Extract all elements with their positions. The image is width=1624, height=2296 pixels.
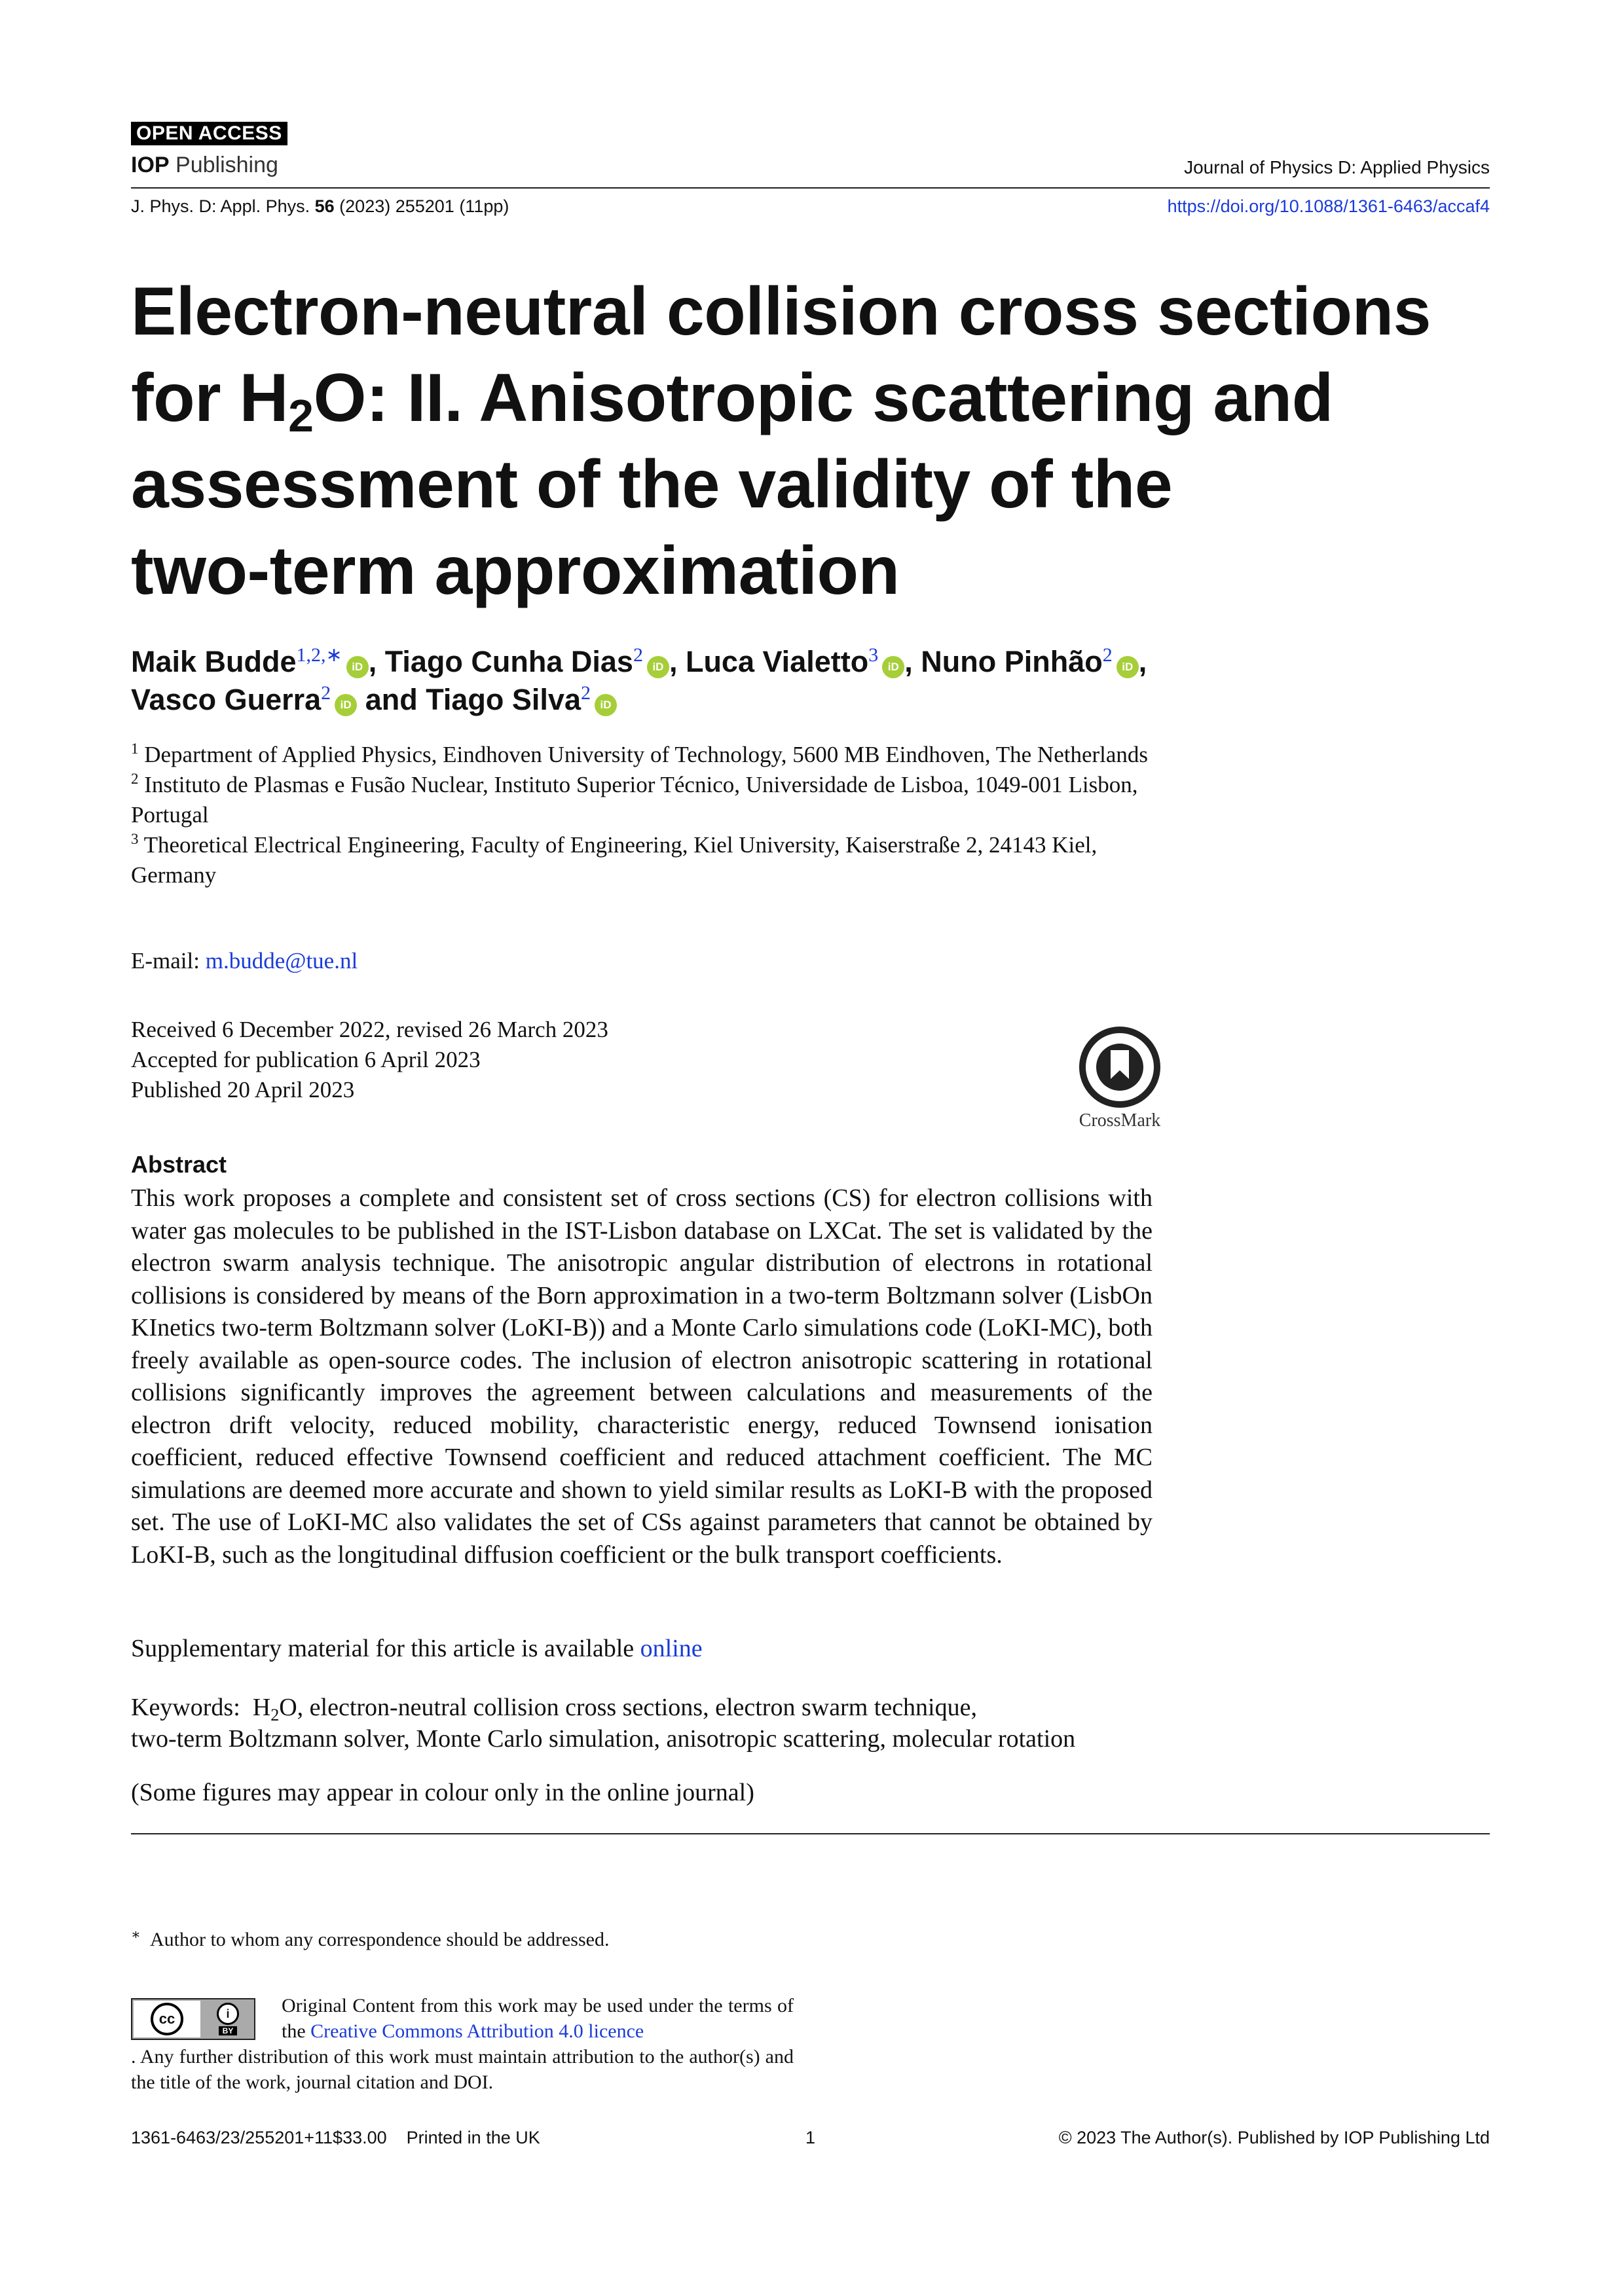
publication-dates [131,1015,608,1105]
abstract-body: This work proposes a complete and consistent set of cross sections (CS) for electron collisions with water gas molecules to be published in the IST-Lisbon database on LXCat. The set is validated by the electron swarm analysis technique. The anisotropic angular distribution of electrons in rotational collisions is considered by means of the Born approximation in a two-term Boltzmann solver (LisbOn KInetics two-term Boltzmann solver (LoKI-B)) and a Monte Carlo simulations code (LoKI-MC), both freely available as open-source codes. The inclusion of electron anisotropic scattering in rotational collisions significantly improves the agreement between calculations and measurements of the electron drift velocity, reduced mobility, characteristic energy, reduced Townsend ionisation coefficient, reduced effective Townsend coefficient and reduced attachment coefficient. The MC simulations are deemed more accurate and shown to yield similar results as LoKI-B with the proposed set. The use of LoKI-MC also validates the set of CSs against parameters that cannot be obtained by LoKI-B, such as the longitudinal diffusion coefficient or the bulk transport coefficients. [131,1184,1153,1569]
license-link[interactable]: Creative Commons Attribution 4.0 licence [310,2020,644,2042]
footnote-mark: ∗ [131,1926,141,1942]
author-affil-sup: 3 [868,644,879,666]
correspondence-footnote [131,1926,610,1951]
author-name: Maik Budde [131,645,297,678]
keywords-label: Keywords: [131,1694,240,1721]
crossmark-badge[interactable] [1074,1027,1166,1131]
affiliation-text: Theoretical Electrical Engineering, Faculty of Engineering, Kiel University, Kaiserstraße 2, 24143 Kiel, Germany [131,832,1098,888]
footer-copyright: © 2023 The Author(s). Published by IOP Publishing Ltd [1058,2128,1490,2147]
title-line-2-pre: for H [131,360,289,436]
publisher-logo [131,152,278,178]
citation [131,196,509,217]
received-date: Received 6 December 2022, revised 26 March 2023 [131,1017,608,1042]
footer-issn: 1361-6463/23/255201+11$33.00 Printed in the UK [131,2128,540,2147]
doi-link[interactable]: https://doi.org/10.1088/1361-6463/accaf4 [1167,196,1490,216]
affiliation-text: Instituto de Plasmas e Fusão Nuclear, Instituto Superior Técnico, Universidade de Lisboa, 1049-001 Lisbon, Portugal [131,772,1138,828]
email-label: E-mail: [131,948,206,974]
cc-by-license-badge[interactable] [131,1998,255,2040]
keyword-h: H [252,1694,271,1721]
author-name: Tiago Cunha Dias [384,645,633,678]
author-affil-sup: 1,2,∗ [296,644,342,666]
supplementary-note [131,1634,703,1663]
title-line-2-sub: 2 [288,390,314,441]
author-name: Nuno Pinhão [921,645,1103,678]
affiliation-1 [131,740,1153,770]
article-title [131,268,1441,614]
keyword-sub: 2 [270,1705,280,1724]
orcid-icon[interactable]: iD [595,694,617,716]
author-affil-sup: 2 [1102,644,1113,666]
affiliation-num: 1 [131,740,139,757]
license-text-bottom: . Any further distribution of this work must maintain attribution to the author(s) and the title of the work, journal citation and DOI. [131,2046,794,2093]
orcid-icon[interactable]: iD [882,656,904,678]
keywords-line-2: two-term Boltzmann solver, Monte Carlo simulation, anisotropic scattering, molecular rotation [131,1725,1076,1753]
orcid-icon[interactable]: iD [335,694,357,716]
abstract-heading: Abstract [131,1151,227,1178]
orcid-icon[interactable]: iD [647,656,669,678]
title-line-4: two-term approximation [131,533,900,609]
citation-prefix: J. Phys. D: Appl. Phys. [131,196,315,216]
publisher-logo-bold: IOP [131,153,170,177]
author-name: Tiago Silva [426,683,581,716]
orcid-icon[interactable]: iD [346,656,369,678]
license-text-top [282,1993,794,2044]
crossmark-label: CrossMark [1079,1110,1161,1131]
header-rule [131,187,1490,189]
open-access-badge: OPEN ACCESS [131,122,287,145]
colour-note: (Some figures may appear in colour only in the online journal) [131,1779,754,1806]
author-list [131,643,1441,719]
license-line-a: Original Content from this work may be used under the terms of the [282,1995,794,2042]
publisher-logo-rest: Publishing [175,153,278,177]
author-affil-sup: 2 [580,682,591,704]
published-date: Published 20 April 2023 [131,1077,355,1102]
email-link[interactable]: m.budde@tue.nl [205,948,358,974]
title-line-2-post: O: II. Anisotropic scattering and [313,360,1333,436]
keywords [131,1692,1179,1755]
citation-volume: 56 [314,196,335,216]
affiliation-2 [131,770,1153,830]
orcid-icon[interactable]: iD [1116,656,1139,678]
keywords-line-1 [131,1692,1179,1723]
author-name: Vasco Guerra [131,683,322,716]
author-affil-sup: 2 [321,682,331,704]
footnote-text: Author to whom any correspondence should be addressed. [149,1929,610,1950]
by-label: BY [219,2026,238,2035]
affiliation-list [131,740,1153,890]
affiliation-3 [131,830,1153,890]
cc-icon: cc [151,2003,183,2035]
accepted-date: Accepted for publication 6 April 2023 [131,1047,481,1072]
page-number: 1 [805,2128,816,2147]
author-name: Luca Vialetto [685,645,869,678]
affiliation-num: 2 [131,771,139,787]
affiliation-text: Department of Applied Physics, Eindhoven University of Technology, 5600 MB Eindhoven, The Netherlands [144,742,1149,767]
email-line [131,948,358,974]
citation-suffix: (2023) 255201 (11pp) [334,196,509,216]
author-joiner: and [365,683,418,716]
supplementary-text: Supplementary material for this article is available [131,1635,640,1662]
affiliation-num: 3 [131,831,139,847]
title-line-1: Electron-neutral collision cross sections [131,274,1431,350]
section-rule [131,1833,1490,1834]
title-line-2 [131,355,1441,441]
crossmark-icon [1079,1027,1160,1108]
author-affil-sup: 2 [633,644,643,666]
keywords-line-1-rest: O, electron-neutral collision cross sections, electron swarm technique, [279,1694,977,1721]
supplementary-link[interactable]: online [640,1635,703,1662]
journal-name: Journal of Physics D: Applied Physics [1184,157,1490,177]
author-line-1: Maik Budde$^{1,2,∗}$iD , Tiago Cunha Dias$^2$iD , Luca Vialetto$^3$iD , Nuno Pinhão$^2$iD , [131,644,1147,678]
attribution-icon: i [217,2003,239,2025]
author-line-2 [131,681,1441,719]
title-line-3: assessment of the validity of the [131,446,1173,522]
